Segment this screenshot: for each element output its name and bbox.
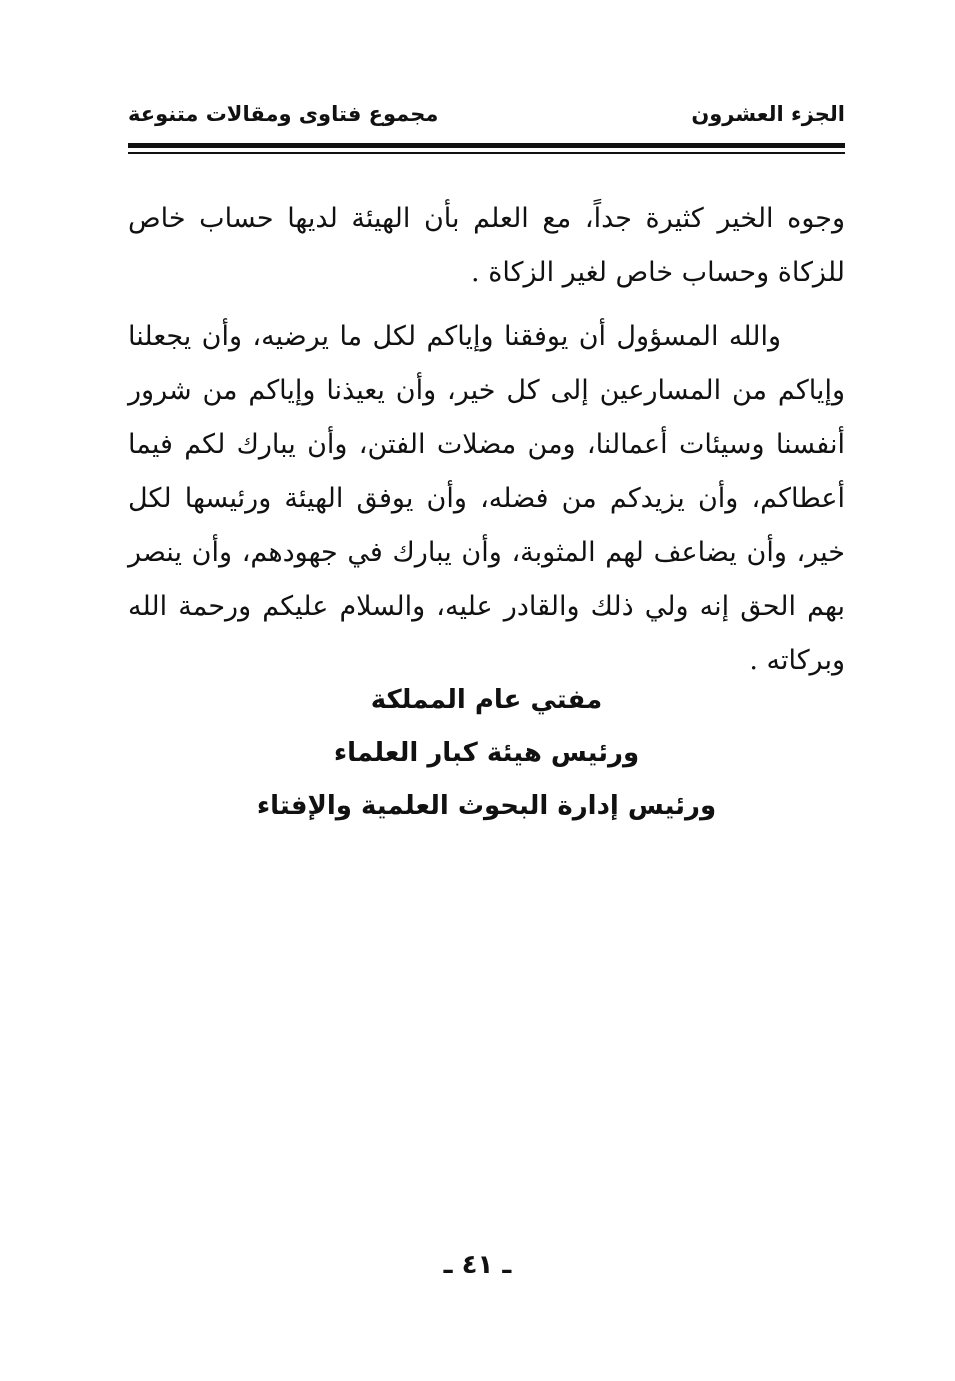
signature-block <box>128 674 845 833</box>
paragraph-2: والله المسؤول أن يوفقنا وإياكم لكل ما يرضيه، وأن يجعلنا وإياكم من المسارعين إلى كل خير، وأن يعيذنا وإياكم من شرور أنفسنا وسيئات أعمالنا، ومن مضلات الفتن، وأن يبارك لكم فيما أعطاكم، وأن يزيدكم من فضله، وأن يوفق الهيئة ورئيسها لكل خير، وأن يضاعف لهم المثوبة، وأن يبارك في جهودهم، وأن ينصر بهم الحق إنه ولي ذلك والقادر عليه، والسلام عليكم ورحمة الله وبركاته . <box>128 321 845 676</box>
volume-label: الجزء العشرون <box>691 102 845 126</box>
signature-line-2: ورئيس هيئة كبار العلماء <box>333 738 640 768</box>
header-divider-thin <box>128 152 845 154</box>
page-number: ـ ٤١ ـ <box>443 1250 512 1280</box>
body-text <box>128 192 845 688</box>
signature-line-3: ورئيس إدارة البحوث العلمية والإفتاء <box>256 791 717 821</box>
header-divider-thick <box>128 143 845 148</box>
signature-line-1: مفتي عام المملكة <box>370 685 603 715</box>
running-header <box>128 92 845 136</box>
book-title: مجموع فتاوى ومقالات متنوعة <box>128 102 439 126</box>
paragraph-1: وجوه الخير كثيرة جداً، مع العلم بأن الهيئة لديها حساب خاص للزكاة وحساب خاص لغير الزكاة . <box>128 203 845 288</box>
